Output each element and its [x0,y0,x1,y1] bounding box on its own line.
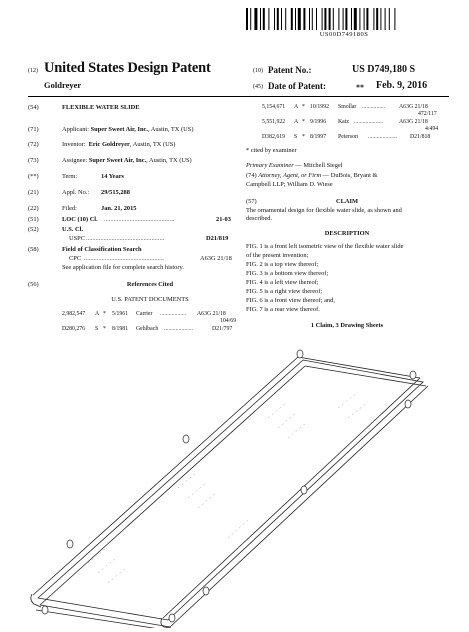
ref-number: 5,154,671 [262,104,286,110]
ref-star: * [302,104,305,110]
ref-class: D21/797 [212,326,233,332]
loc-code: (51) [28,216,39,223]
desc-line: FIG. 1 is a front left isometric view of the flexible water slide [246,243,404,250]
ref-number: 2,982,547 [62,311,86,317]
loc-dots: ............................................ [104,216,175,223]
term-code: (**) [28,173,39,180]
ref-name: Gehlbach [136,326,159,332]
patent-date: Feb. 9, 2016 [376,80,428,91]
filed-label: Filed: [62,205,77,212]
references-cited-heading: References Cited [126,281,174,288]
ref-date: 5/1961 [112,311,129,317]
ref-kind: S [294,134,298,140]
claim-text-2: described. [246,215,273,222]
ref-star: * [302,134,305,140]
desc-line: FIG. 3 is a bottom view thereof; [246,270,329,277]
ref-dots: .................... [164,326,193,332]
ref-dots: .................... [368,134,397,140]
design-title: FLEXIBLE WATER SLIDE [62,104,140,111]
ref-name: Smollar [338,104,357,110]
ref-number: D280,276 [62,326,86,332]
ref-dots: .................. [160,311,187,317]
see-application-note: See application file for complete search history. [62,264,184,271]
header-inventor: Goldreyer [44,80,82,90]
claim-text: The ornamental design for flexible water slide, as shown and [246,207,402,214]
refs-code: (56) [28,281,39,288]
ref-name: Katz [338,119,349,125]
term-value: 14 Years [101,173,125,180]
code-45: (45) [253,84,263,90]
applicant-line: Applicant: Super Sweet Air, Inc., Austin, TX (US) [62,126,194,133]
filed-code: (22) [28,205,39,212]
inventor-name: Eric Goldreyer [88,141,130,148]
desc-line: FIG. 7 is a rear view thereof. [246,306,320,313]
ref-kind: A [294,119,299,125]
ref-star: * [302,119,305,125]
attorney-line-2: Campbell LLP; William D. Wiese [246,181,333,188]
ref-star: * [103,311,106,317]
desc-line: FIG. 5 is a right view thereof; [246,288,323,295]
appl-value: 29/515,288 [101,189,130,196]
assignee-name: Super Sweet Air, Inc. [88,157,147,164]
ref-class-secondary: 4/494 [425,126,439,132]
patent-no-label: Patent No.: [268,65,312,75]
loc-value: 21-03 [216,216,231,223]
assignee-line: Assignee: Super Sweet Air, Inc., Austin, TX (US) [62,157,192,164]
ref-number: 5,551,922 [262,119,286,125]
claim-code: (57) [246,198,257,205]
term-label: Term: [62,173,78,180]
ref-class: A63G 21/18 [197,311,226,317]
cpc-value: A63G 21/18 [200,255,232,262]
ref-dots: .................... [354,119,383,125]
ref-date: 8/1997 [310,134,327,140]
inventor-code: (72) [28,141,39,148]
ref-class-secondary: 104/69 [220,318,237,324]
assignee-code: (73) [28,157,39,164]
ref-dots: ................ [362,104,386,110]
document-title: United States Design Patent [44,60,211,76]
code-10: (10) [253,68,263,74]
date-label: Date of Patent: [268,81,326,91]
uscl-code: (52) [28,226,39,233]
patent-number: US D749,180 S [352,64,416,75]
ref-date: 8/1981 [112,326,129,332]
field-code: (58) [28,246,39,253]
ref-date: 9/1996 [310,119,327,125]
description-heading: DESCRIPTION [324,230,370,237]
barcode-number: US00D749180S [319,31,369,38]
uspc-dots: ................................................. [86,235,165,242]
ref-kind: A [95,311,100,317]
examiner-label: Primary Examiner [246,162,294,169]
appl-label: Appl. No.: [62,189,90,196]
ref-kind: S [95,326,99,332]
cited-by-examiner-note: * cited by examiner [246,147,297,154]
ref-name: Peterson [338,134,358,140]
claims-summary: 1 Claim, 3 Drawing Sheets [310,322,384,329]
filed-value: Jan. 21, 2015 [101,205,137,212]
barcode [246,8,442,30]
uspc-label: USPC [69,235,85,242]
desc-line: FIG. 6 is a front view thereof; and, [246,297,335,304]
ref-class-secondary: 472/117 [418,111,437,117]
ref-class: A63G 21/18 [399,119,428,125]
examiner-name: — Mitchell Siegel [293,162,343,169]
date-marker: ** [356,83,364,92]
appl-code: (21) [28,189,39,196]
cpc-label: CPC [69,255,82,262]
desc-line: of the present invention; [246,252,309,259]
inventor-line: Inventor: Eric Goldreyer, Austin, TX (US) [62,141,176,148]
title-code: (54) [28,104,39,111]
us-patent-documents-heading: U.S. PATENT DOCUMENTS [111,296,189,303]
desc-line: FIG. 4 is a left view thereof; [246,279,319,286]
ref-kind: A [294,104,299,110]
claim-heading: CLAIM [335,198,358,205]
applicant-code: (71) [28,126,39,133]
examiner-line [246,162,343,170]
attorney-line: (74) Attorney, Agent, or Firm — DuBois, Bryant & [246,172,378,179]
ref-name: Carrier [136,311,153,317]
ref-class: A63G 21/18 [399,104,428,110]
ref-date: 10/1992 [310,104,330,110]
field-label: Field of Classification Search [62,246,142,253]
loc-label: LOC (10) Cl. [62,216,98,223]
ref-number: D382,619 [262,134,286,140]
header-rule [28,96,449,97]
code-12: (12) [28,68,38,74]
cpc-dots: .................................................. [84,255,164,262]
uscl-label: U.S. Cl. [62,226,83,233]
ref-class: D21/818 [410,134,431,140]
desc-line: FIG. 2 is a top view thereof; [246,261,319,268]
slide-drawing [28,348,458,628]
applicant-name: Super Sweet Air, Inc. [90,126,148,133]
uspc-value: D21/819 [206,235,229,242]
ref-star: * [103,326,106,332]
